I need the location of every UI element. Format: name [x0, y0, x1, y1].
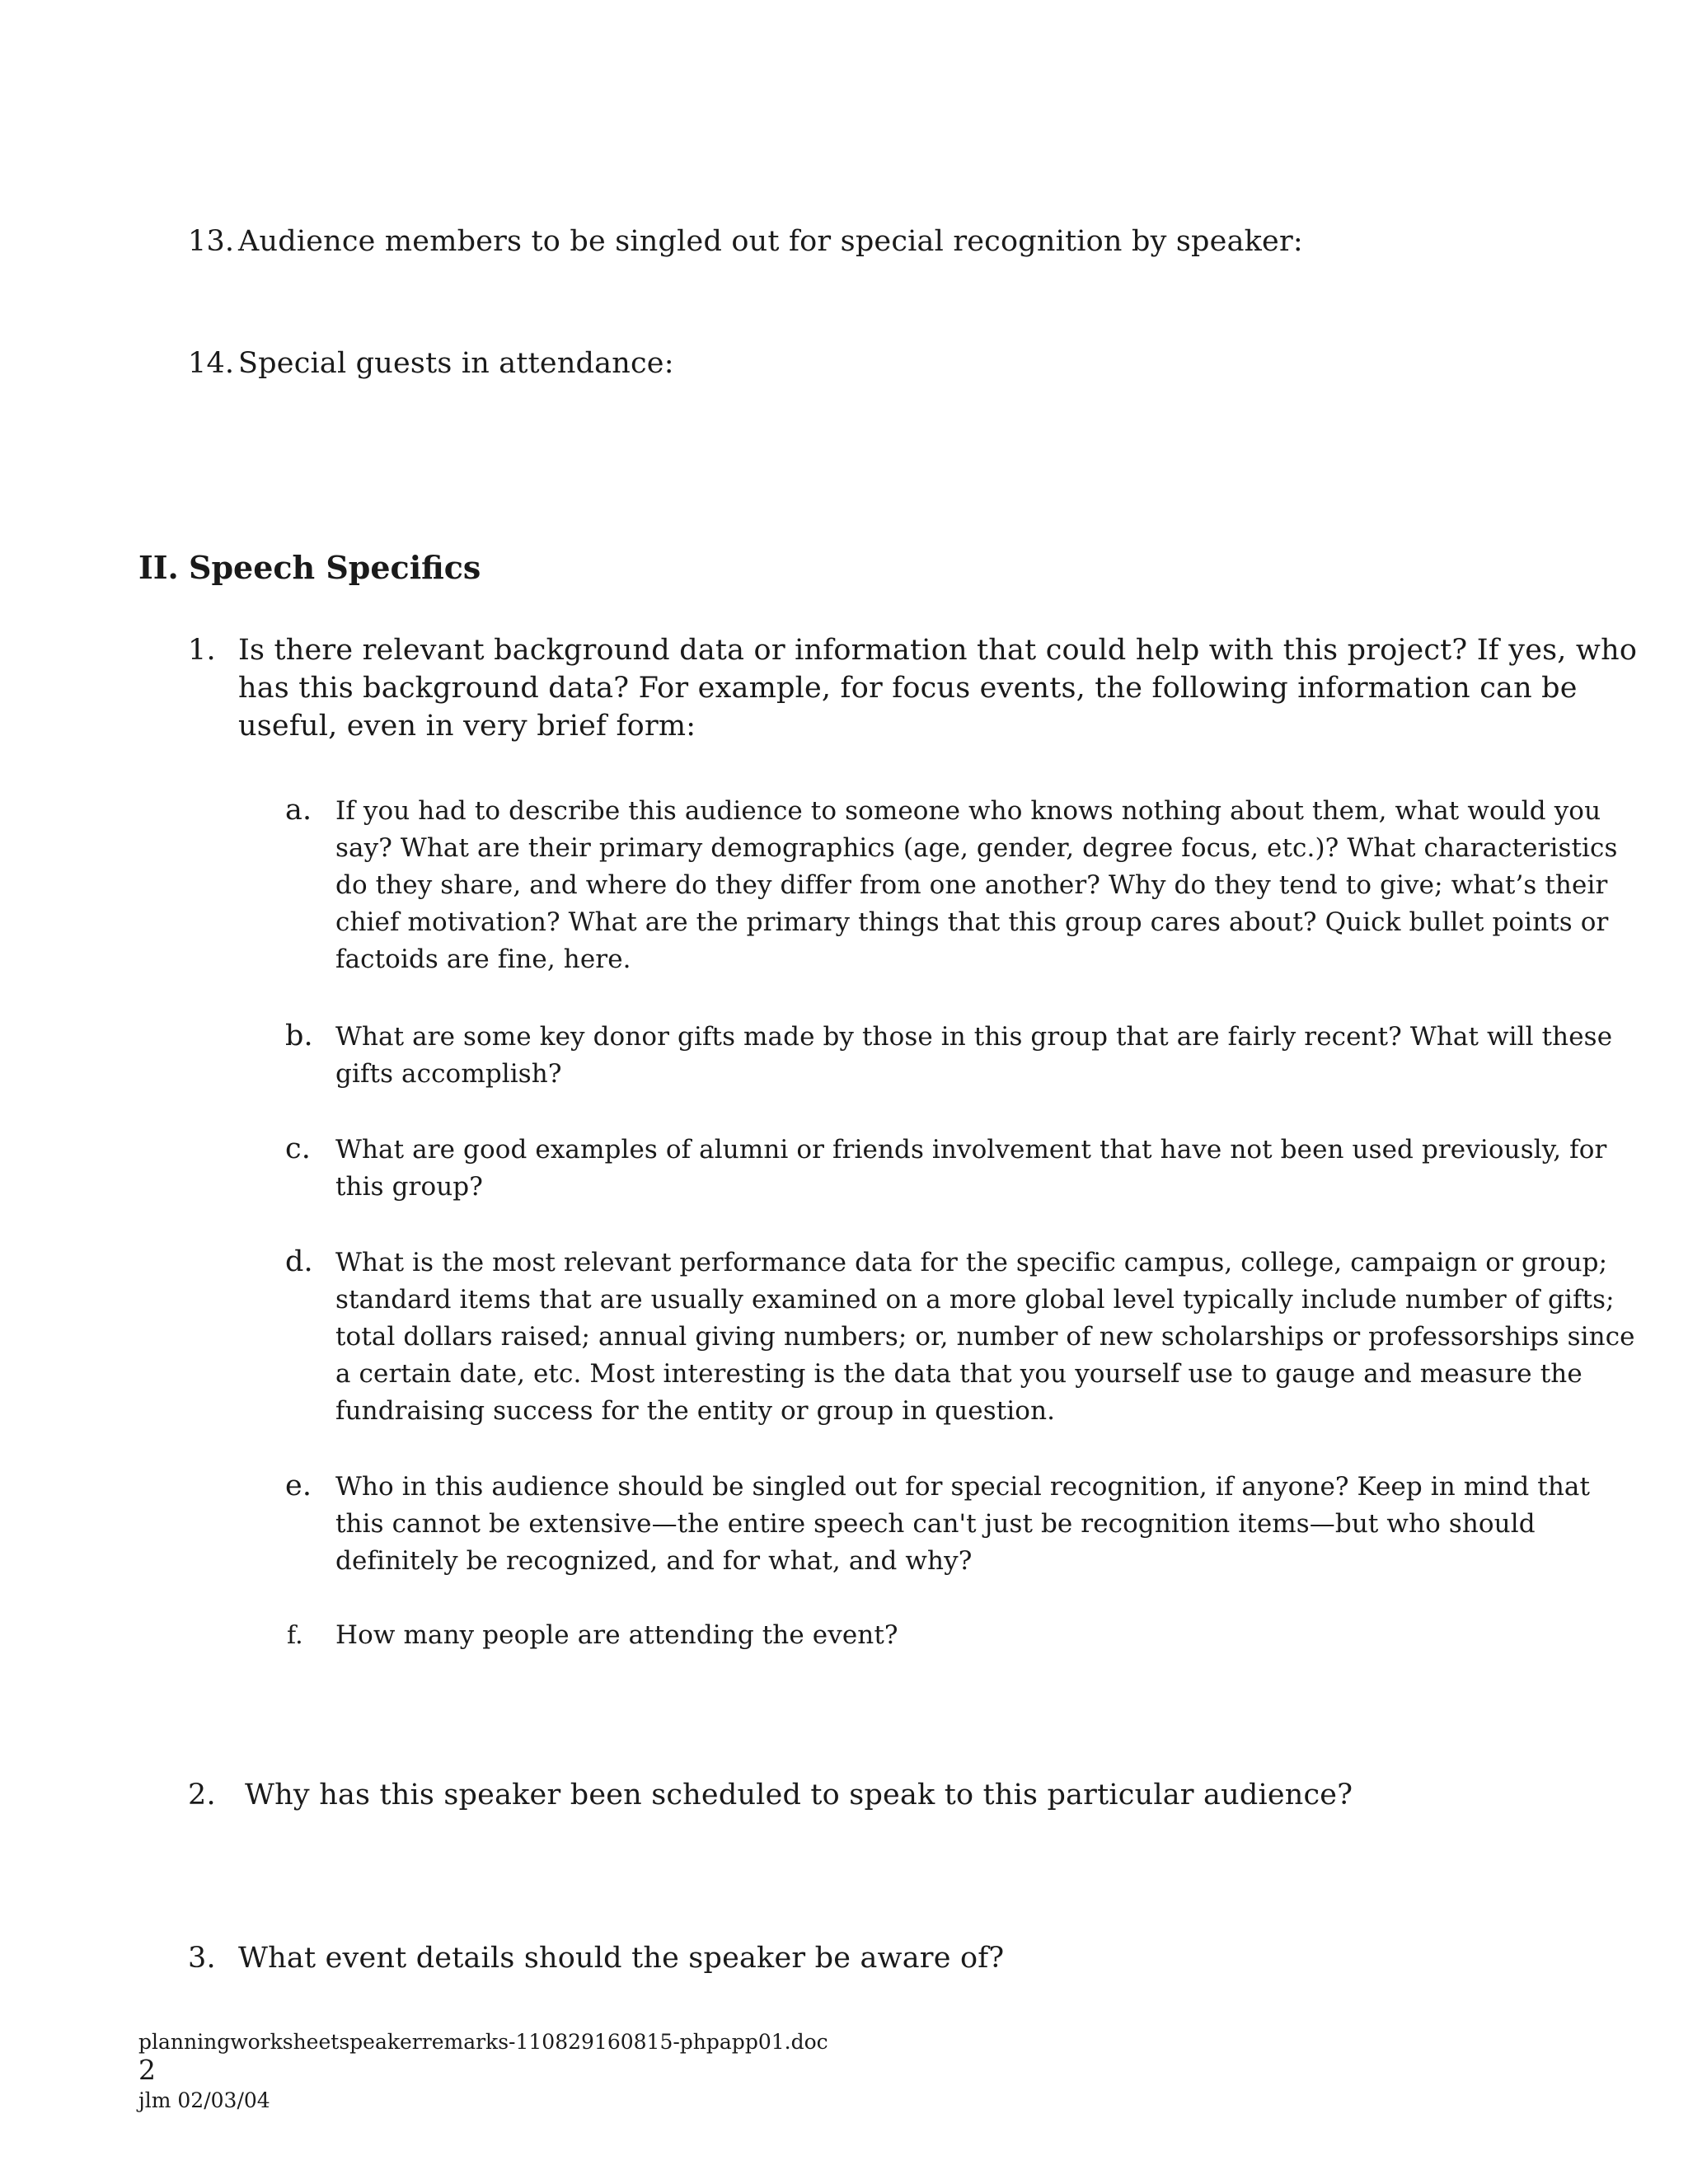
question-1-line-1: Is there relevant background data or information that could help with this project? If yes, who: [238, 634, 1638, 667]
sub-item-e-line-1: Who in this audience should be singled out for special recognition, if anyone? Keep in mind that: [335, 1472, 1591, 1502]
sub-item-a-line-4: chief motivation? What are the primary things that this group cares about? Quick bullet points or: [335, 907, 1609, 937]
item-14-text: Special guests in attendance:: [238, 347, 674, 380]
question-3-text: What event details should the speaker be aware of?: [238, 1942, 1005, 1975]
sub-item-d-letter: d.: [285, 1245, 313, 1278]
sub-item-e-letter: e.: [285, 1469, 312, 1502]
section-title: Speech Specifics: [189, 549, 481, 586]
sub-item-d-line-3: total dollars raised; annual giving numbers; or, number of new scholarships or professorships since: [335, 1322, 1635, 1352]
item-13: [188, 223, 234, 260]
item-13-number: 13.: [188, 225, 235, 258]
sub-item-e-line-3: definitely be recognized, and for what, and why?: [335, 1546, 973, 1576]
sub-item-e-line-2: this cannot be extensive—the entire speech can't just be recognition items—but who should: [335, 1509, 1536, 1539]
sub-item-a-line-5: factoids are fine, here.: [335, 944, 631, 974]
question-1-line-2: has this background data? For example, for focus events, the following information can be: [238, 672, 1578, 705]
sub-item-a-line-3: do they share, and where do they differ from one another? Why do they tend to give; what’s their: [335, 870, 1608, 900]
question-1-number: 1.: [188, 634, 216, 667]
question-3-number: 3.: [188, 1942, 216, 1975]
question-2-text: Why has this speaker been scheduled to speak to this particular audience?: [245, 1779, 1353, 1811]
question-1-line-3: useful, even in very brief form:: [238, 710, 696, 743]
sub-item-c-letter: c.: [285, 1132, 311, 1165]
sub-item-f-letter: f.: [287, 1621, 303, 1650]
sub-item-d-line-5: fundraising success for the entity or group in question.: [335, 1396, 1056, 1426]
item-14: [188, 344, 234, 382]
sub-item-a-letter: a.: [285, 794, 312, 827]
sub-item-a-line-2: say? What are their primary demographics (age, gender, degree focus, etc.)? What characteristics: [335, 833, 1618, 863]
sub-item-c-line-2: this group?: [335, 1172, 483, 1202]
footer-filename: planningworksheetspeakerremarks-110829160815-phpapp01.doc: [138, 2030, 828, 2054]
sub-item-d-line-2: standard items that are usually examined on a more global level typically include number of gifts;: [335, 1285, 1615, 1315]
footer-initials-date: jlm 02/03/04: [138, 2088, 270, 2112]
footer-page-number: 2: [138, 2054, 156, 2086]
sub-item-b-letter: b.: [285, 1019, 313, 1052]
sub-item-b-line-2: gifts accomplish?: [335, 1059, 562, 1089]
sub-item-d-line-4: a certain date, etc. Most interesting is the data that you yourself use to gauge and measure the: [335, 1359, 1582, 1389]
item-13-text: Audience members to be singled out for special recognition by speaker:: [238, 225, 1303, 258]
sub-item-f-line-1: How many people are attending the event?: [335, 1620, 898, 1650]
item-14-number: 14.: [188, 347, 235, 380]
sub-item-c-line-1: What are good examples of alumni or friends involvement that have not been used previously, for: [335, 1135, 1607, 1165]
sub-item-a-line-1: If you had to describe this audience to someone who knows nothing about them, what would you: [335, 796, 1601, 826]
sub-item-d-line-1: What is the most relevant performance data for the specific campus, college, campaign or group;: [335, 1248, 1608, 1277]
section-numeral: II.: [138, 549, 179, 586]
sub-item-b-line-1: What are some key donor gifts made by those in this group that are fairly recent? What will these: [335, 1022, 1613, 1052]
question-2-number: 2.: [188, 1779, 216, 1811]
